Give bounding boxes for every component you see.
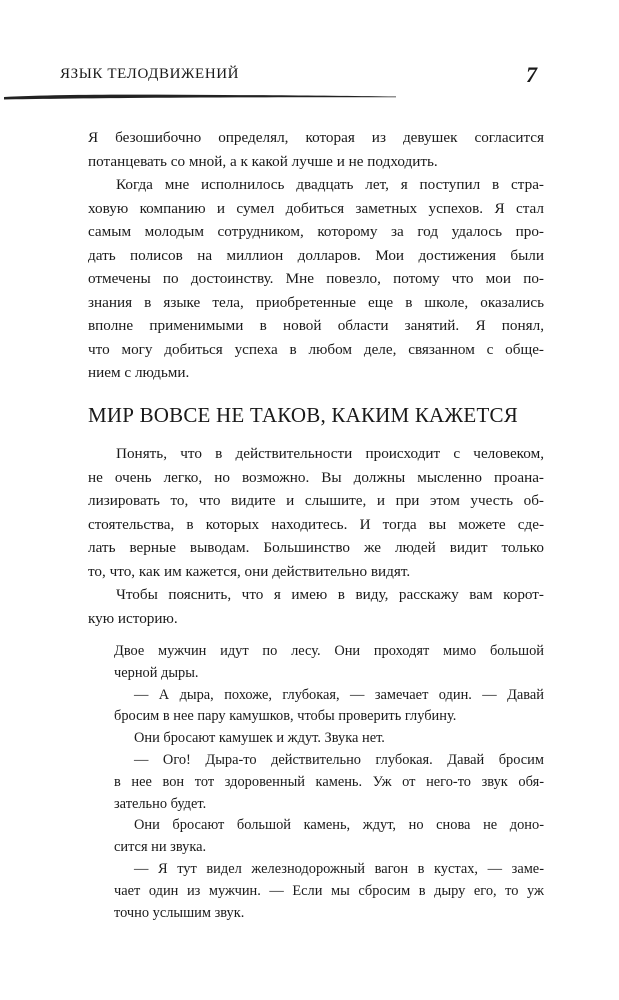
story-paragraph <box>114 750 544 815</box>
text-line: стоятельства, в которых находитесь. И тогда вы можете сде- <box>88 515 544 533</box>
text-line: — Ого! Дыра-то действительно глубокая. Давай бросим <box>134 751 544 768</box>
text-line: лизировать то, что видите и слышите, и при этом учесть об- <box>88 492 544 509</box>
header-rule <box>4 91 396 101</box>
section-heading: МИР ВОВСЕ НЕ ТАКОВ, КАКИМ КАЖЕТСЯ <box>88 403 518 427</box>
text-line: потанцевать со мной, а к какой лучше и не подходить. <box>88 152 438 170</box>
text-line: Они бросают камушек и ждут. Звука нет. <box>134 730 385 747</box>
text-line: Двое мужчин идут по лесу. Они проходят мимо большой <box>114 643 544 659</box>
text-line: не очень легко, но возможно. Вы должны мысленно проана- <box>88 468 544 486</box>
text-line: Я безошибочно определял, которая из девушек согласится <box>88 129 544 146</box>
text-line: Понять, что в действительности происходит с человеком, <box>116 445 544 462</box>
text-line: ховую компанию и сумел добиться заметных успехов. Я стал <box>88 199 544 217</box>
text-line: отмечены по достоинству. Мне повезло, потому что мои по- <box>88 270 544 287</box>
text-line: знания в языке тела, приобретенные еще в школе, оказались <box>88 293 544 311</box>
intro-text <box>88 126 544 385</box>
story-block <box>114 641 544 924</box>
story-paragraph <box>114 641 544 685</box>
text-line: сится ни звука. <box>114 839 207 856</box>
text-line: вполне применимыми в новой области занятий. Я понял, <box>88 317 544 334</box>
text-line: Чтобы пояснить, что я имею в виду, расскажу вам корот- <box>116 586 544 603</box>
running-header <box>60 62 537 90</box>
story-paragraph <box>114 815 544 859</box>
text-line: в нее вон тот здоровенный камень. Уж от него-то звук обя- <box>114 773 544 790</box>
running-title: ЯЗЫК ТЕЛОДВИЖЕНИЙ <box>60 66 240 82</box>
text-line: нием с людьми. <box>88 364 190 381</box>
text-line: Когда мне исполнилось двадцать лет, я поступил в стра- <box>116 176 544 193</box>
story-paragraph <box>114 859 544 924</box>
paragraph <box>88 583 544 630</box>
text-line: что могу добиться успеха в любом деле, связанном с обще- <box>88 340 544 358</box>
paragraph <box>88 173 544 385</box>
text-line: дать полисов на миллион долларов. Мои достижения были <box>88 246 544 264</box>
section-text <box>88 442 544 630</box>
text-line: Они бросают большой камень, ждут, но снова не доно- <box>134 817 544 834</box>
text-line: кую историю. <box>88 609 178 627</box>
text-line: точно услышим звук. <box>114 904 245 921</box>
text-line: лать верные выводам. Большинство же людей видит только <box>88 539 544 556</box>
text-line: самым молодым сотрудником, которому за год удалось про- <box>88 223 544 240</box>
text-line: бросим в нее пару камушков, чтобы проверить глубину. <box>114 708 457 725</box>
paragraph <box>88 442 544 583</box>
page-number: 7 <box>526 62 537 87</box>
text-line: черной дыры. <box>114 664 199 681</box>
text-line: чает один из мужчин. — Если мы сбросим в дыру его, то уж <box>114 882 544 899</box>
text-line: — Я тут видел железнодорожный вагон в кустах, — заме- <box>134 860 544 877</box>
story-paragraph <box>114 728 544 750</box>
text-line: то, что, как им кажется, они действительно видят. <box>88 562 411 580</box>
paragraph <box>88 126 544 173</box>
story-paragraph <box>114 685 544 729</box>
text-line: зательно будет. <box>114 795 207 812</box>
text-line: — А дыра, похоже, глубокая, — замечает один. — Давай <box>134 686 544 703</box>
